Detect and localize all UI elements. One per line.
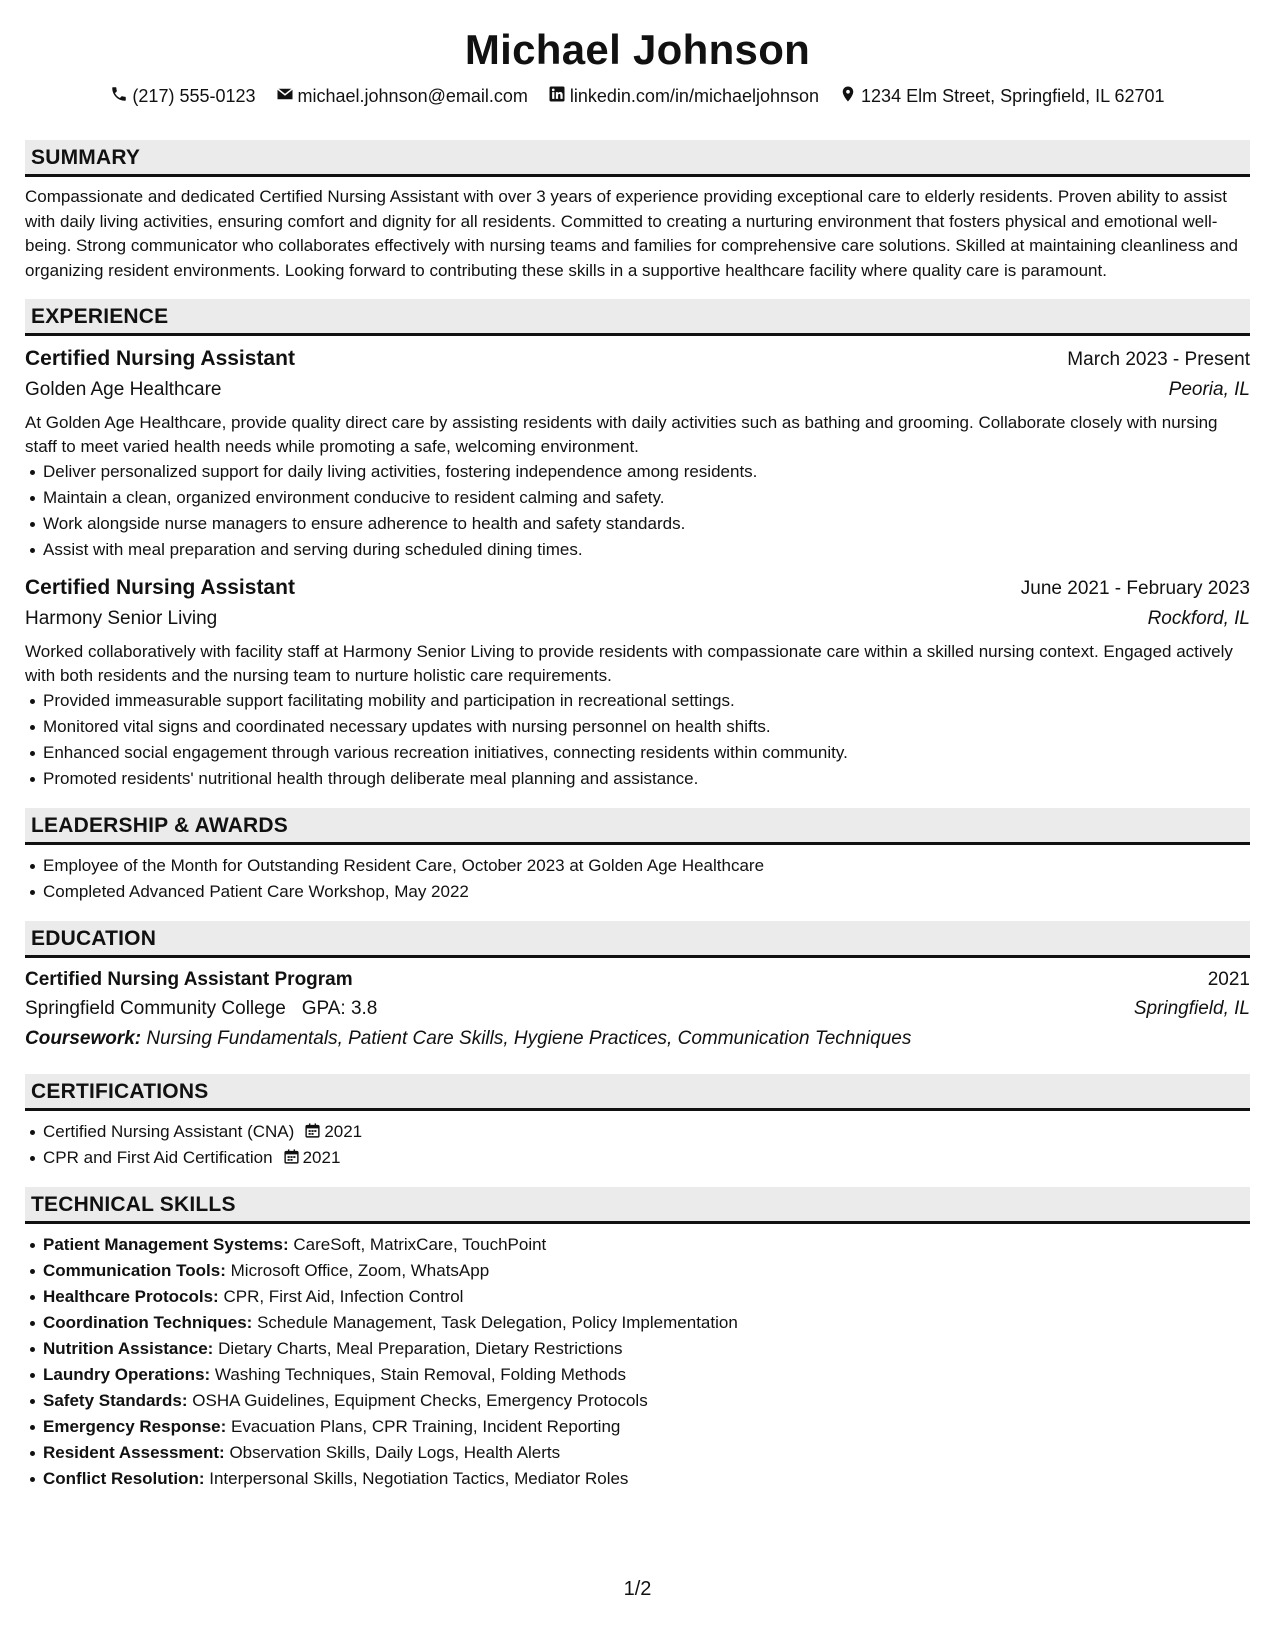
skill-label: Resident Assessment: xyxy=(43,1443,225,1462)
education-program: Certified Nursing Assistant Program xyxy=(25,969,353,990)
list-item: Promoted residents' nutritional health through deliberate meal planning and assistance. xyxy=(25,766,1250,792)
education-school: Springfield Community College xyxy=(25,998,286,1019)
skill-label: Conflict Resolution: xyxy=(43,1469,205,1488)
address-text: 1234 Elm Street, Springfield, IL 62701 xyxy=(861,85,1165,106)
page-number: 1/2 xyxy=(623,1578,652,1600)
skill-value: OSHA Guidelines, Equipment Checks, Emergency Protocols xyxy=(192,1391,648,1410)
list-item xyxy=(25,1388,1250,1414)
education-year: 2021 xyxy=(1207,969,1250,990)
certification-year: 2021 xyxy=(302,1148,341,1167)
job-company: Golden Age Healthcare xyxy=(25,379,222,400)
skill-label: Healthcare Protocols: xyxy=(43,1287,219,1306)
education-location: Springfield, IL xyxy=(1133,998,1250,1019)
skill-value: Interpersonal Skills, Negotiation Tactics, Mediator Roles xyxy=(209,1469,629,1488)
job-location: Peoria, IL xyxy=(1168,379,1250,400)
envelope-icon xyxy=(276,85,294,108)
job-location: Rockford, IL xyxy=(1147,608,1250,629)
list-item: Assist with meal preparation and serving during scheduled dining times. xyxy=(25,537,1250,563)
skill-value: Microsoft Office, Zoom, WhatsApp xyxy=(230,1261,490,1280)
list-item xyxy=(25,1440,1250,1466)
contact-address xyxy=(839,85,1165,108)
certification-name: Certified Nursing Assistant (CNA) xyxy=(43,1122,295,1141)
list-item xyxy=(25,1414,1250,1440)
candidate-name: Michael Johnson xyxy=(464,26,811,73)
list-item xyxy=(25,1284,1250,1310)
job-bullets xyxy=(25,688,1250,792)
job-description: At Golden Age Healthcare, provide quality direct care by assisting residents with daily activities such as bathing and grooming. Collaborate closely with nursing staff to meet varied health needs while promoting a safe, welcoming environment. xyxy=(25,413,1218,456)
job-dates: June 2021 - February 2023 xyxy=(1020,578,1250,599)
skill-value: Evacuation Plans, CPR Training, Incident Reporting xyxy=(231,1417,621,1436)
list-item: Deliver personalized support for daily living activities, fostering independence among residents. xyxy=(25,459,1250,485)
skill-value: Dietary Charts, Meal Preparation, Dietary Restrictions xyxy=(218,1339,623,1358)
coursework-text: Nursing Fundamentals, Patient Care Skills, Hygiene Practices, Communication Techniques xyxy=(146,1028,912,1049)
skill-value: CareSoft, MatrixCare, TouchPoint xyxy=(293,1235,547,1254)
skill-value: Washing Techniques, Stain Removal, Folding Methods xyxy=(214,1365,626,1384)
certifications-list xyxy=(25,1119,1250,1171)
awards-list xyxy=(25,853,1250,905)
job-bullets xyxy=(25,459,1250,563)
job-title: Certified Nursing Assistant xyxy=(25,347,295,370)
job-title: Certified Nursing Assistant xyxy=(25,576,295,599)
education-entry xyxy=(25,966,1250,1054)
list-item xyxy=(25,1232,1250,1258)
section-header-experience: EXPERIENCE xyxy=(25,299,1250,336)
contact-email[interactable] xyxy=(276,85,528,108)
calendar-icon xyxy=(294,1122,324,1141)
list-item: Monitored vital signs and coordinated necessary updates with nursing personnel on health shifts. xyxy=(25,714,1250,740)
skill-value: Observation Skills, Daily Logs, Health Alerts xyxy=(229,1443,561,1462)
section-header-awards: LEADERSHIP & AWARDS xyxy=(25,808,1250,845)
list-item xyxy=(25,1119,1250,1145)
certification-name: CPR and First Aid Certification xyxy=(43,1148,273,1167)
section-header-summary: SUMMARY xyxy=(25,140,1250,177)
skill-label: Communication Tools: xyxy=(43,1261,226,1280)
linkedin-text: linkedin.com/in/michaeljohnson xyxy=(569,85,820,106)
list-item: Maintain a clean, organized environment conducive to resident calming and safety. xyxy=(25,485,1250,511)
email-text: michael.johnson@email.com xyxy=(297,85,528,106)
contact-phone xyxy=(110,85,255,108)
list-item xyxy=(25,1258,1250,1284)
phone-icon xyxy=(110,85,128,108)
list-item: Employee of the Month for Outstanding Resident Care, October 2023 at Golden Age Healthcare xyxy=(25,853,1250,879)
job-company: Harmony Senior Living xyxy=(25,608,218,629)
list-item xyxy=(25,1362,1250,1388)
skill-label: Laundry Operations: xyxy=(43,1365,211,1384)
job-entry xyxy=(25,344,1250,563)
list-item: Enhanced social engagement through various recreation initiatives, connecting residents within community. xyxy=(25,740,1250,766)
coursework xyxy=(25,1024,1250,1054)
list-item: Work alongside nurse managers to ensure adherence to health and safety standards. xyxy=(25,511,1250,537)
list-item: Provided immeasurable support facilitating mobility and participation in recreational settings. xyxy=(25,688,1250,714)
list-item xyxy=(25,1336,1250,1362)
skill-label: Emergency Response: xyxy=(43,1417,227,1436)
certification-year: 2021 xyxy=(324,1122,363,1141)
contact-linkedin[interactable] xyxy=(548,85,819,108)
job-entry xyxy=(25,573,1250,792)
section-header-certifications: CERTIFICATIONS xyxy=(25,1074,1250,1111)
map-pin-icon xyxy=(839,85,857,108)
section-header-skills: TECHNICAL SKILLS xyxy=(25,1187,1250,1224)
skill-label: Safety Standards: xyxy=(43,1391,188,1410)
linkedin-icon xyxy=(548,85,566,108)
list-item xyxy=(25,1145,1250,1171)
summary-text: Compassionate and dedicated Certified Nursing Assistant with over 3 years of experience providing exceptional care to elderly residents. Proven ability to assist with daily living activities, ensuring comfort and dignity for all residents. Committed to creating a nurturing environment that fosters physical and emotional well-being. Strong communicator who collaborates effectively with nursing teams and families for comprehensive care solutions. Skilled at maintaining cleanliness and organizing resident environments. Looking forward to contributing these skills in a supportive healthcare facility where quality care is paramount. xyxy=(25,187,1238,280)
resume-page xyxy=(25,0,1250,1492)
contact-bar xyxy=(25,82,1250,110)
skill-label: Nutrition Assistance: xyxy=(43,1339,214,1358)
job-description: Worked collaboratively with facility staff at Harmony Senior Living to provide residents with compassionate care within a skilled nursing context. Engaged actively with both residents and the nursing team to nurture holistic care requirements. xyxy=(25,642,1233,685)
list-item: Completed Advanced Patient Care Workshop, May 2022 xyxy=(25,879,1250,905)
coursework-label: Coursework: xyxy=(25,1028,142,1049)
skills-list xyxy=(25,1232,1250,1492)
job-dates: March 2023 - Present xyxy=(1067,349,1250,370)
skill-value: CPR, First Aid, Infection Control xyxy=(223,1287,464,1306)
calendar-icon xyxy=(273,1148,303,1167)
education-gpa: GPA: 3.8 xyxy=(301,998,378,1019)
skill-label: Coordination Techniques: xyxy=(43,1313,253,1332)
section-header-education: EDUCATION xyxy=(25,921,1250,958)
skill-value: Schedule Management, Task Delegation, Policy Implementation xyxy=(257,1313,738,1332)
phone-text: (217) 555-0123 xyxy=(132,85,256,106)
list-item xyxy=(25,1466,1250,1492)
skill-label: Patient Management Systems: xyxy=(43,1235,289,1254)
list-item xyxy=(25,1310,1250,1336)
